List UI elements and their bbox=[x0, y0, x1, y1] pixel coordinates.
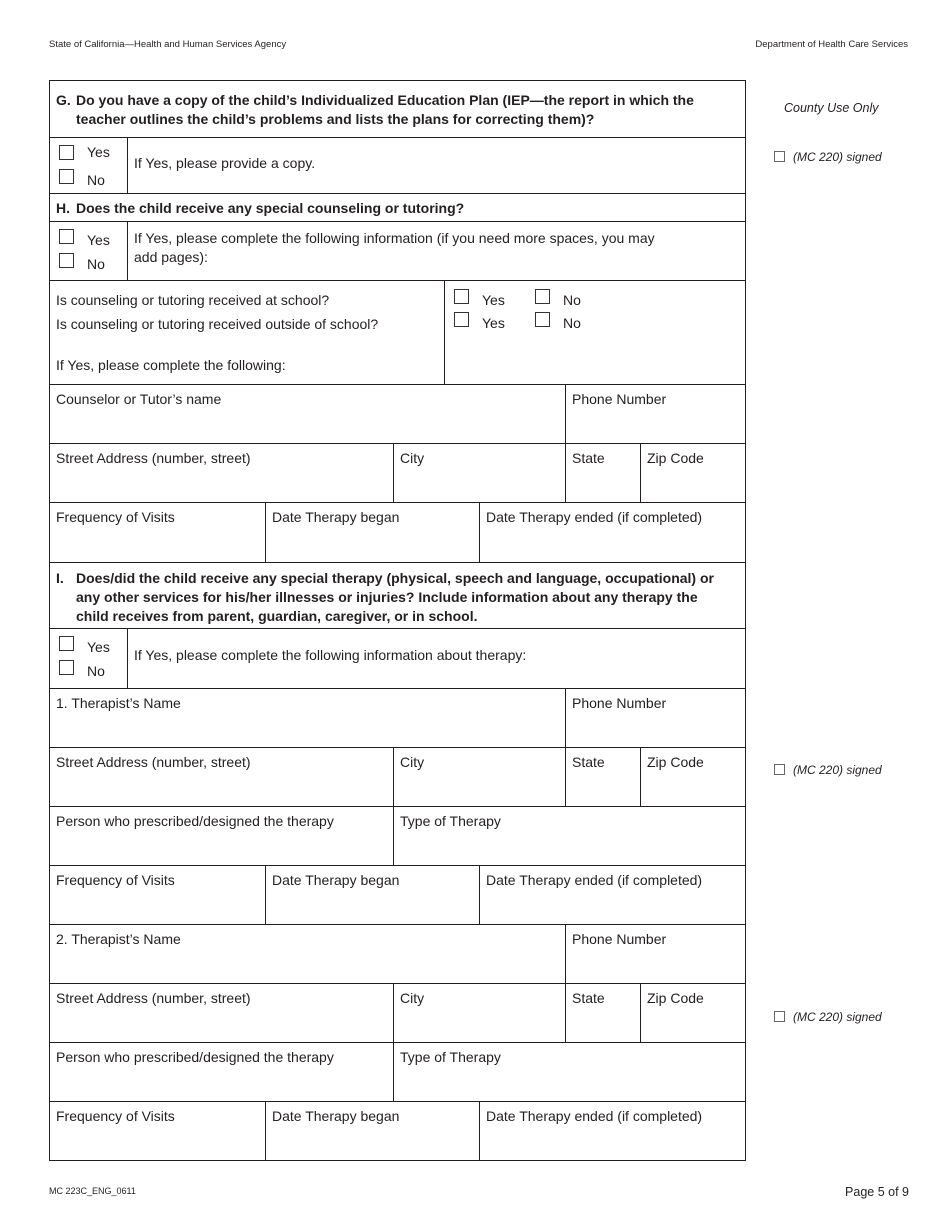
department-header: Department of Health Care Services bbox=[755, 39, 908, 50]
mc220-label-1: (MC 220) signed bbox=[793, 150, 882, 164]
section-g-instruction-cell bbox=[127, 138, 745, 193]
counselor-street-field[interactable] bbox=[50, 444, 393, 502]
counselor-state-field[interactable] bbox=[565, 444, 640, 502]
mc220-checkbox-3[interactable] bbox=[774, 1011, 785, 1022]
counselor-date-began-field[interactable] bbox=[265, 503, 479, 562]
therapist-2-dates-row bbox=[50, 1102, 745, 1161]
therapist-2-type-field[interactable] bbox=[393, 1043, 745, 1101]
therapist-1-prescriber-field[interactable] bbox=[50, 807, 393, 865]
counseling-at-school-question: Is counseling or tutoring received at school? bbox=[56, 292, 330, 308]
section-i-instruction: If Yes, please complete the following information about therapy: bbox=[134, 647, 527, 663]
outside-school-yes-label: Yes bbox=[482, 315, 505, 331]
section-i-yes-label: Yes bbox=[87, 639, 110, 655]
mc220-signed-3 bbox=[774, 1010, 882, 1024]
counselor-name-row bbox=[50, 385, 745, 444]
mc220-checkbox-2[interactable] bbox=[774, 764, 785, 775]
section-i-no-checkbox[interactable] bbox=[59, 660, 74, 675]
therapist-1-type-label: Type of Therapy bbox=[400, 813, 501, 829]
therapist-1-name-label: 1. Therapist’s Name bbox=[56, 695, 181, 711]
counselor-name-label: Counselor or Tutor’s name bbox=[56, 391, 222, 407]
county-use-only-label: County Use Only bbox=[784, 101, 879, 115]
therapist-1-frequency-field[interactable] bbox=[50, 866, 265, 924]
section-g-question-text: Do you have a copy of the child’s Individualized Education Plan (IEP—the report in which the teacher outlines the child’s problems and lists the plans for correcting them)? bbox=[76, 92, 694, 127]
at-school-yes-checkbox[interactable] bbox=[454, 289, 469, 304]
therapist-2-phone-label: Phone Number bbox=[572, 931, 667, 947]
page-number: Page 5 of 9 bbox=[845, 1185, 909, 1199]
counselor-date-began-label: Date Therapy began bbox=[272, 509, 400, 525]
section-h-answer bbox=[50, 222, 745, 281]
counselor-date-ended-label: Date Therapy ended (if completed) bbox=[486, 509, 703, 525]
section-h-no-checkbox[interactable] bbox=[59, 253, 74, 268]
counselor-city-label: City bbox=[400, 450, 425, 466]
therapist-2-prescriber-field[interactable] bbox=[50, 1043, 393, 1101]
counselor-city-field[interactable] bbox=[393, 444, 565, 502]
therapist-2-prescriber-row bbox=[50, 1043, 745, 1102]
therapist-2-street-label: Street Address (number, street) bbox=[56, 990, 251, 1006]
counselor-phone-field[interactable] bbox=[565, 385, 745, 443]
section-g-letter: G. bbox=[56, 92, 71, 108]
counselor-zip-label: Zip Code bbox=[647, 450, 704, 466]
section-i-question-text: Does/did the child receive any special therapy (physical, speech and language, occupational) or any other services for his/her illnesses or injuries? Include information about any therapy the child receives from parent, guardian, caregiver, or in school. bbox=[76, 570, 714, 624]
therapist-1-type-field[interactable] bbox=[393, 807, 745, 865]
therapist-1-zip-label: Zip Code bbox=[647, 754, 704, 770]
therapist-2-address-row bbox=[50, 984, 745, 1043]
mc220-signed-2 bbox=[774, 763, 882, 777]
counselor-address-row bbox=[50, 444, 745, 503]
outside-school-no-label: No bbox=[563, 315, 581, 331]
therapist-1-frequency-label: Frequency of Visits bbox=[56, 872, 175, 888]
therapist-1-state-label: State bbox=[572, 754, 605, 770]
therapist-1-name-row bbox=[50, 689, 745, 748]
therapist-1-address-row bbox=[50, 748, 745, 807]
counselor-frequency-field[interactable] bbox=[50, 503, 265, 562]
mc220-label-3: (MC 220) signed bbox=[793, 1010, 882, 1024]
counselor-street-label: Street Address (number, street) bbox=[56, 450, 251, 466]
section-g-answer bbox=[50, 138, 745, 194]
therapist-1-phone-field[interactable] bbox=[565, 689, 745, 747]
section-i-answer bbox=[50, 629, 745, 689]
therapist-2-date-began-label: Date Therapy began bbox=[272, 1108, 400, 1124]
therapist-2-date-ended-field[interactable] bbox=[479, 1102, 745, 1160]
therapist-1-date-ended-label: Date Therapy ended (if completed) bbox=[486, 872, 703, 888]
counselor-date-ended-field[interactable] bbox=[479, 503, 745, 562]
therapist-1-date-ended-field[interactable] bbox=[479, 866, 745, 924]
section-i-letter: I. bbox=[56, 570, 64, 586]
counselor-state-label: State bbox=[572, 450, 605, 466]
section-g-no-label: No bbox=[87, 172, 105, 188]
therapist-1-date-began-label: Date Therapy began bbox=[272, 872, 400, 888]
therapist-2-type-label: Type of Therapy bbox=[400, 1049, 501, 1065]
section-i-instruction-cell bbox=[127, 629, 745, 688]
agency-header: State of California—Health and Human Services Agency bbox=[49, 39, 287, 50]
counselor-zip-field[interactable] bbox=[640, 444, 745, 502]
counselor-dates-row bbox=[50, 503, 745, 563]
section-i-no-label: No bbox=[87, 663, 105, 679]
therapist-2-name-label: 2. Therapist’s Name bbox=[56, 931, 181, 947]
counseling-outside-school-question: Is counseling or tutoring received outside of school? bbox=[56, 316, 379, 332]
outside-school-yes-checkbox[interactable] bbox=[454, 312, 469, 327]
therapist-2-zip-label: Zip Code bbox=[647, 990, 704, 1006]
section-i-yes-checkbox[interactable] bbox=[59, 636, 74, 651]
mc220-checkbox-1[interactable] bbox=[774, 151, 785, 162]
therapist-1-dates-row bbox=[50, 866, 745, 925]
form-code: MC 223C_ENG_0611 bbox=[49, 1186, 136, 1196]
section-g-yes-checkbox[interactable] bbox=[59, 145, 74, 160]
at-school-yes-label: Yes bbox=[482, 292, 505, 308]
section-h-no-label: No bbox=[87, 256, 105, 272]
therapist-2-name-row bbox=[50, 925, 745, 984]
outside-school-no-checkbox[interactable] bbox=[535, 312, 550, 327]
section-h-question bbox=[50, 194, 745, 222]
therapist-2-state-field[interactable] bbox=[565, 984, 640, 1042]
mc220-signed-1 bbox=[774, 150, 882, 164]
therapist-2-frequency-field[interactable] bbox=[50, 1102, 265, 1160]
therapist-2-date-began-field[interactable] bbox=[265, 1102, 479, 1160]
therapist-2-frequency-label: Frequency of Visits bbox=[56, 1108, 175, 1124]
therapist-1-phone-label: Phone Number bbox=[572, 695, 667, 711]
counselor-name-field[interactable] bbox=[50, 385, 565, 443]
therapist-2-name-field[interactable] bbox=[50, 925, 565, 983]
section-g-no-checkbox[interactable] bbox=[59, 169, 74, 184]
section-i-question bbox=[50, 563, 745, 629]
section-g-question bbox=[50, 81, 745, 138]
therapist-1-name-field[interactable] bbox=[50, 689, 565, 747]
therapist-1-street-field[interactable] bbox=[50, 748, 393, 806]
therapist-1-prescriber-label: Person who prescribed/designed the therapy bbox=[56, 813, 334, 829]
therapist-1-city-field[interactable] bbox=[393, 748, 565, 806]
at-school-no-label: No bbox=[563, 292, 581, 308]
section-h-yes-label: Yes bbox=[87, 232, 110, 248]
section-h-instruction: If Yes, please complete the following information (if you need more spaces, you may add pages): bbox=[134, 230, 655, 265]
counselor-phone-label: Phone Number bbox=[572, 391, 667, 407]
section-h-instruction-cell bbox=[127, 222, 745, 280]
form-table bbox=[49, 80, 746, 1161]
therapist-2-street-field[interactable] bbox=[50, 984, 393, 1042]
therapist-1-date-began-field[interactable] bbox=[265, 866, 479, 924]
therapist-2-prescriber-label: Person who prescribed/designed the therapy bbox=[56, 1049, 334, 1065]
section-g-yes-label: Yes bbox=[87, 144, 110, 160]
therapist-1-state-field[interactable] bbox=[565, 748, 640, 806]
counseling-complete-following: If Yes, please complete the following: bbox=[56, 357, 286, 373]
section-h-question-text: Does the child receive any special counseling or tutoring? bbox=[76, 200, 465, 216]
section-g-instruction: If Yes, please provide a copy. bbox=[134, 155, 316, 171]
therapist-2-zip-field[interactable] bbox=[640, 984, 745, 1042]
therapist-2-phone-field[interactable] bbox=[565, 925, 745, 983]
therapist-2-state-label: State bbox=[572, 990, 605, 1006]
therapist-1-zip-field[interactable] bbox=[640, 748, 745, 806]
therapist-2-city-label: City bbox=[400, 990, 425, 1006]
counselor-frequency-label: Frequency of Visits bbox=[56, 509, 175, 525]
therapist-1-street-label: Street Address (number, street) bbox=[56, 754, 251, 770]
therapist-1-prescriber-row bbox=[50, 807, 745, 866]
therapist-2-city-field[interactable] bbox=[393, 984, 565, 1042]
section-h-yes-checkbox[interactable] bbox=[59, 229, 74, 244]
at-school-no-checkbox[interactable] bbox=[535, 289, 550, 304]
therapist-1-city-label: City bbox=[400, 754, 425, 770]
counseling-answers-cell bbox=[444, 281, 745, 384]
mc220-label-2: (MC 220) signed bbox=[793, 763, 882, 777]
therapist-2-date-ended-label: Date Therapy ended (if completed) bbox=[486, 1108, 703, 1124]
section-h-letter: H. bbox=[56, 200, 70, 216]
section-h-location bbox=[50, 281, 745, 385]
